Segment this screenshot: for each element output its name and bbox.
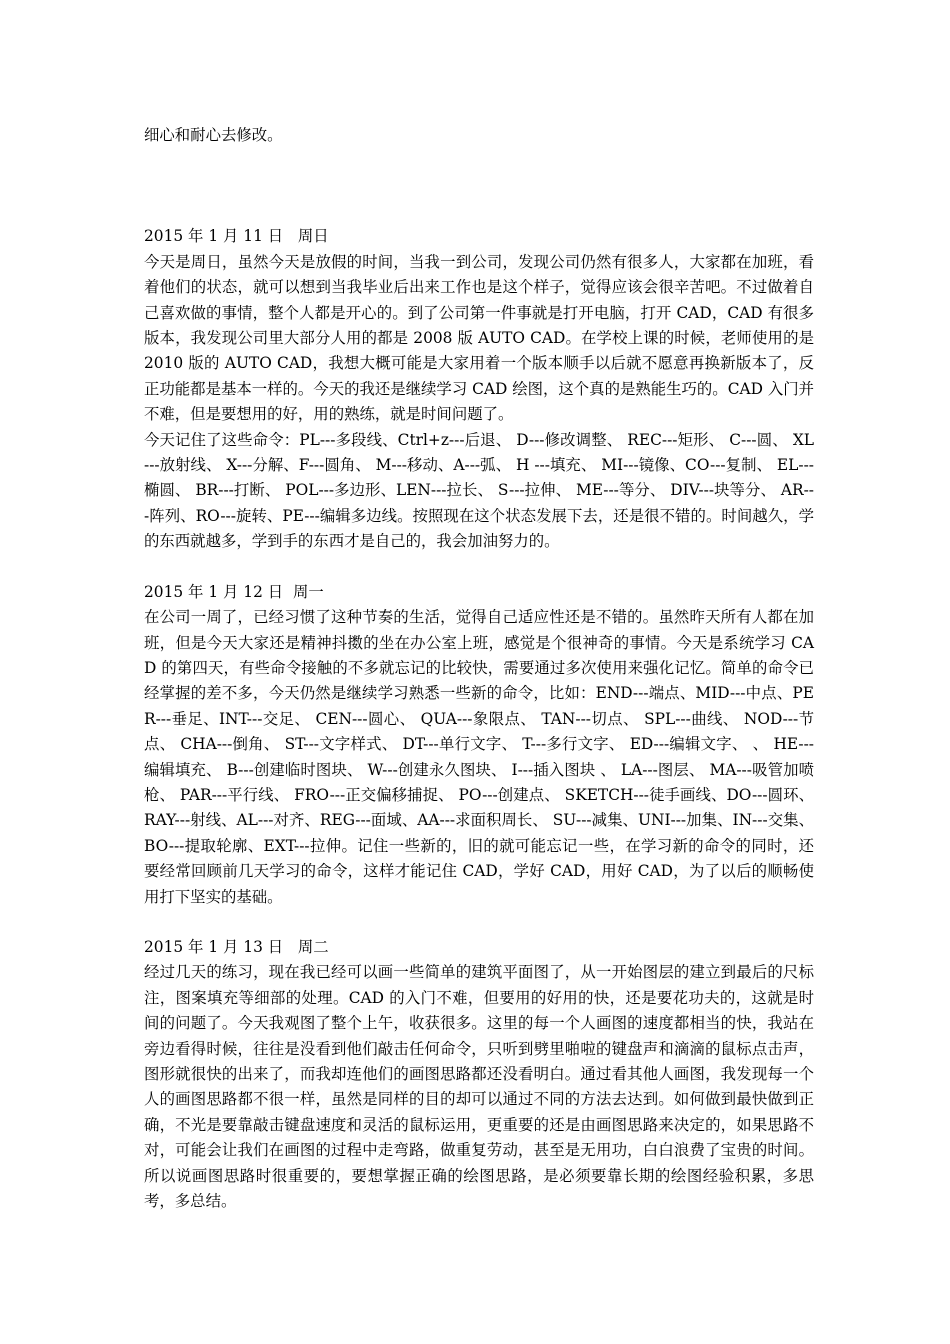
section-spacer bbox=[144, 148, 814, 224]
diary-entry-jan-12 bbox=[144, 580, 814, 910]
entry-paragraph: 在公司一周了，已经习惯了这种节奏的生活，觉得自己适应性还是不错的。虽然昨天所有人都在加班，但是今天大家还是精神抖擞的坐在办公室上班，感觉是个很神奇的事情。今天是系统学习 CAD 的第四天，有些命令接触的不多就忘记的比较快，需要通过多次使用来强化记忆。简单的命令已经掌握的差不多，今天仍然是继续学习熟悉一些新的命令，比如：END---端点、MID---中点、PER---垂足、INT---交足、 CEN---圆心、 QUA---象限点、 TAN---切点、 SPL---曲线、 NOD---节点、 CHA---倒角、 ST---文字样式、 DT---单行文字、 T---多行文字、 ED---编辑文字、 、 HE---编辑填充、 B---创建临时图块、 W---创建永久图块、 I---插入图块 、 LA---图层、 MA---吸管加喷枪、 PAR---平行线、 FRO---正交偏移捕捉、 PO---创建点、 SKETCH---徒手画线、DO---圆环、RAY---射线、AL---对齐、REG---面域、AA---求面积周长、 SU---减集、UNI---加集、IN---交集、BO---提取轮廓、EXT---拉伸。记住一些新的，旧的就可能忘记一些，在学习新的命令的同时，还要经常回顾前几天学习的命令，这样才能记住 CAD，学好 CAD，用好 CAD，为了以后的顺畅使用打下坚实的基础。 bbox=[144, 608, 814, 906]
intro-paragraph: 细心和耐心去修改。 bbox=[144, 126, 283, 144]
entry-paragraph: 今天记住了这些命令：PL---多段线、Ctrl+z---后退、 D---修改调整、 REC---矩形、 C---圆、 XL---放射线、 X---分解、F---圆角、 M---移动、A---弧、 H ---填充、 MI---镜像、CO---复制、 EL---椭圆、 BR---打断、 POL---多边形、LEN---拉长、 S---拉伸、 ME---等分、 DIV---块等分、 AR---阵列、RO---旋转、PE---编辑多边线。按照现在这个状态发展下去，还是很不错的。时间越久，学的东西就越多，学到手的东西才是自己的，我会加油努力的。 bbox=[144, 430, 814, 551]
document-body bbox=[144, 123, 814, 1214]
section-spacer bbox=[144, 555, 814, 580]
diary-entry-jan-13 bbox=[144, 935, 814, 1214]
entry-date: 2015 年 1 月 11 日 周日 bbox=[144, 227, 329, 246]
section-spacer bbox=[144, 910, 814, 935]
entry-paragraph: 今天是周日，虽然今天是放假的时间，当我一到公司，发现公司仍然有很多人，大家都在加班，看着他们的状态，就可以想到当我毕业后出来工作也是这个样子，觉得应该会很辛苦吧。不过做着自己喜欢做的事情，整个人都是开心的。到了公司第一件事就是打开电脑，打开 CAD，CAD 有很多版本，我发现公司里大部分人用的都是 2008 版 AUTO CAD。在学校上课的时候，老师使用的是 2010 版的 AUTO CAD，我想大概可能是大家用着一个版本顺手以后就不愿意再换新版本了，反正功能都是基本一样的。今天的我还是继续学习 CAD 绘图，这个真的是熟能生巧的。CAD 入门并不难，但是要想用的好，用的熟练，就是时间问题了。 bbox=[144, 252, 814, 424]
entry-date: 2015 年 1 月 13 日 周二 bbox=[144, 937, 329, 956]
entry-date: 2015 年 1 月 12 日 周一 bbox=[144, 582, 324, 601]
entry-paragraph: 经过几天的练习，现在我已经可以画一些简单的建筑平面图了，从一开始图层的建立到最后的尺标注，图案填充等细部的处理。CAD 的入门不难，但要用的好用的快，还是要花功夫的，这就是时间的问题了。今天我观图了整个上午，收获很多。这里的每一个人画图的速度都相当的快，我站在旁边看得时候，往往是没看到他们敲击任何命令，只听到劈里啪啦的键盘声和滴滴的鼠标点击声，图形就很快的出来了，而我却连他们的画图思路都还没看明白。通过看其他人画图，我发现每一个人的画图思路都不很一样，虽然是同样的目的却可以通过不同的方法去达到。如何做到最快做到正确，不光是要靠敲击键盘速度和灵活的鼠标运用，更重要的还是由画图思路来决定的，如果思路不对，可能会让我们在画图的过程中走弯路，做重复劳动，甚至是无用功，白白浪费了宝贵的时间。所以说画图思路时很重要的，要想掌握正确的绘图思路，是必须要靠长期的绘图经验积累，多思考，多总结。 bbox=[144, 963, 814, 1211]
diary-entry-jan-11 bbox=[144, 224, 814, 554]
